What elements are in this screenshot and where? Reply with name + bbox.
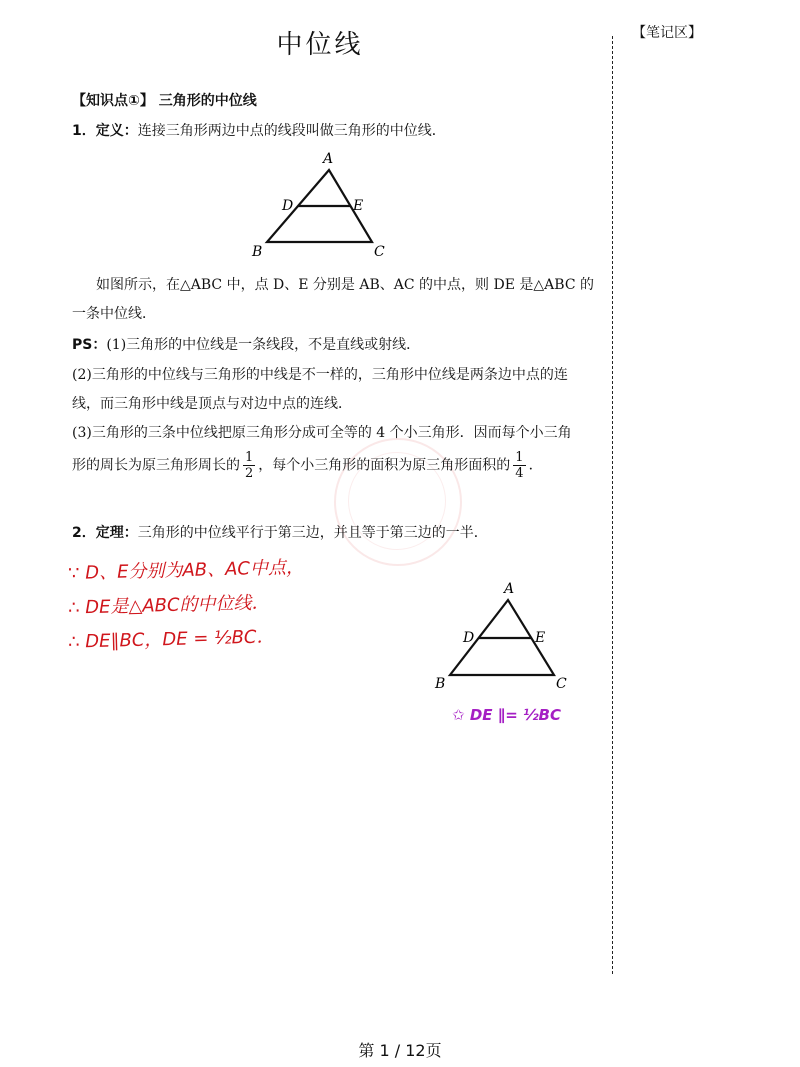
ps-item-3-line-1: (3)三角形的三条中位线把原三角形分成可全等的 4 个小三角形．因而每个小三角: [72, 425, 572, 441]
notes-area-header: 【笔记区】: [632, 25, 702, 41]
definition-line: [72, 120, 446, 140]
ps-item-2-line-2: 线，而三角形中线是顶点与对边中点的连线．: [72, 396, 352, 412]
ps-item-1: PS：(1)三角形的中位线是一条线段，不是直线或射线．: [72, 337, 421, 353]
fraction-one-half: $\frac{1}{2}$: [245, 450, 254, 481]
label-D-2: D: [463, 630, 475, 646]
section-heading: 【知识点①】 三角形的中位线: [72, 93, 257, 109]
triangle-figure-2: [424, 578, 584, 698]
explanation-line-2: 一条中位线．: [72, 306, 156, 322]
star-icon: ✩: [452, 706, 465, 724]
label-B-2: B: [435, 676, 446, 692]
theorem-label: 2．定理：: [72, 525, 138, 541]
label-C: C: [374, 244, 385, 260]
ps-item-2-line-1: (2)三角形的中位线与三角形的中线是不一样的，三角形中位线是两条边中点的连: [72, 367, 568, 383]
ps-label: PS：: [72, 337, 107, 353]
label-E: E: [353, 198, 364, 214]
label-E-2: E: [535, 630, 546, 646]
theorem-text: 三角形的中位线平行于第三边，并且等于第三边的一半．: [137, 525, 488, 541]
label-B: B: [252, 244, 263, 260]
page-number: 第 1 / 12页: [358, 1041, 442, 1060]
label-D: D: [282, 198, 294, 214]
fraction-one-quarter: $\frac{1}{4}$: [515, 450, 524, 481]
definition-text: 连接三角形两边中点的线段叫做三角形的中位线．: [137, 123, 446, 139]
label-C-2: C: [556, 676, 567, 692]
handwritten-line-1: ∵ D、E分别为AB、AC中点，: [67, 556, 305, 585]
handwritten-star-note: ✩ DE ∥= ½BC: [452, 706, 561, 724]
label-A-2: A: [504, 581, 515, 597]
handwritten-line-2: ∴ DE是△ABC的中位线．: [67, 592, 270, 619]
page-title: 中位线: [276, 30, 364, 60]
label-A: A: [323, 151, 334, 167]
handwritten-line-3: ∴ DE∥BC，DE = ½BC．: [67, 626, 275, 653]
ps-item-3-line-2: 形的周长为原三角形周长的 $\frac{1}{2}$ ，每个小三角形的面积为原三角形面积的 $\frac{1}{4}$ ．: [72, 450, 543, 481]
theorem-line: [72, 522, 488, 542]
triangle-figure-1: [240, 150, 400, 262]
explanation-line-1: 如图所示，在△ABC 中，点 D、E 分别是 AB、AC 的中点，则 DE 是△ABC 的: [96, 277, 594, 293]
definition-label: 1．定义：: [72, 123, 138, 139]
notes-divider: [612, 36, 613, 974]
